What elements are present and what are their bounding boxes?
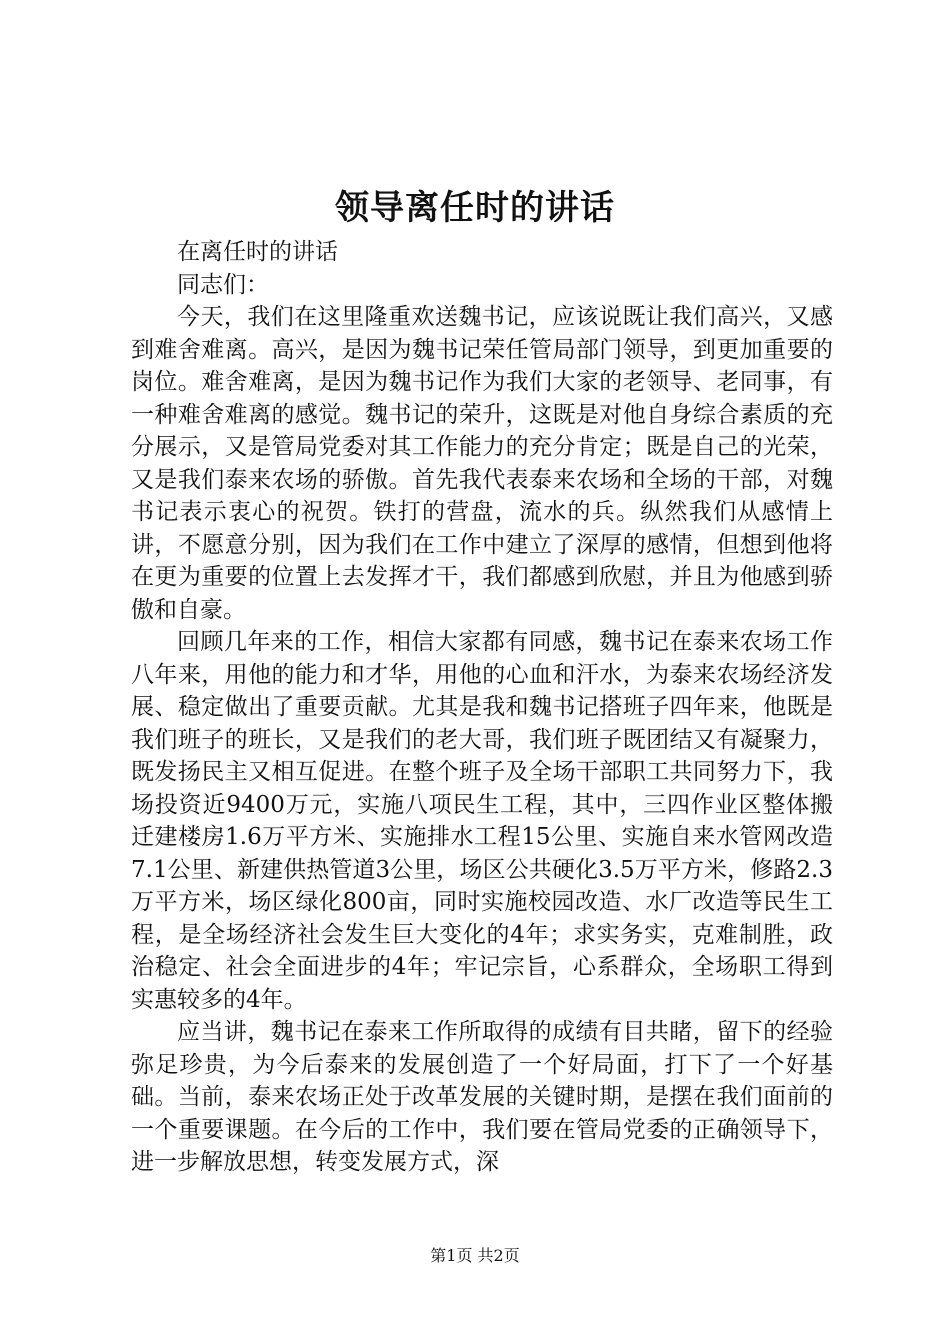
paragraph-3: 应当讲，魏书记在泰来工作所取得的成绩有目共睹，留下的经验弥足珍贵，为今后泰来的发展创造了一个好局面，打下了一个好基础。当前，泰来农场正处于改革发展的关键时期，是摆在我们面前的一个重要课题。在今后的工作中，我们要在管局党委的正确领导下，进一步解放思想，转变发展方式，深 xyxy=(131,1019,833,1175)
paragraph-1: 今天，我们在这里隆重欢送魏书记，应该说既让我们高兴，又感到难舍难离。高兴，是因为魏书记荣任管局部门领导，到更加重要的岗位。难舍难离，是因为魏书记作为我们大家的老领导、老同事，有一种难舍难离的感觉。魏书记的荣升，这既是对他自身综合素质的充分展示，又是管局党委对其工作能力的充分肯定；既是自己的光荣，又是我们泰来农场的骄傲。首先我代表泰来农场和全场的干部，对魏书记表示衷心的祝贺。铁打的营盘，流水的兵。纵然我们从感情上讲，不愿意分别，因为我们在工作中建立了深厚的感情，但想到他将在更为重要的位置上去发挥才干，我们都感到欣慰，并且为他感到骄傲和自豪。 xyxy=(131,304,833,623)
paragraph-2: 回顾几年来的工作，相信大家都有同感，魏书记在泰来农场工作八年来，用他的能力和才华，用他的心血和汗水，为泰来农场经济发展、稳定做出了重要贡献。尤其是我和魏书记搭班子四年来，他既是我们班子的班长，又是我们的老大哥，我们班子既团结又有凝聚力，既发扬民主又相互促进。在整个班子及全场干部职工共同努力下，我场投资近9400万元，实施八项民生工程，其中，三四作业区整体搬迁建楼房1.6万平方米、实施排水工程15公里、实施自来水管网改造7.1公里、新建供热管道3公里，场区公共硬化3.5万平方米，修路2.3万平方米，场区绿化800亩，同时实施校园改造、水厂改造等民生工程，是全场经济社会发生巨大变化的4年；求实务实，克难制胜，政治稳定、社会全面进步的4年；牢记宗旨，心系群众，全场职工得到实惠较多的4年。 xyxy=(131,629,833,1013)
page-number-footer: 第1页 共2页 xyxy=(430,1246,520,1265)
document-body xyxy=(131,236,833,1179)
document-title: 领导离任时的讲话 xyxy=(335,188,615,228)
paragraph-subtitle: 在离任时的讲话 xyxy=(177,239,338,265)
paragraph-salutation: 同志们： xyxy=(177,271,269,298)
